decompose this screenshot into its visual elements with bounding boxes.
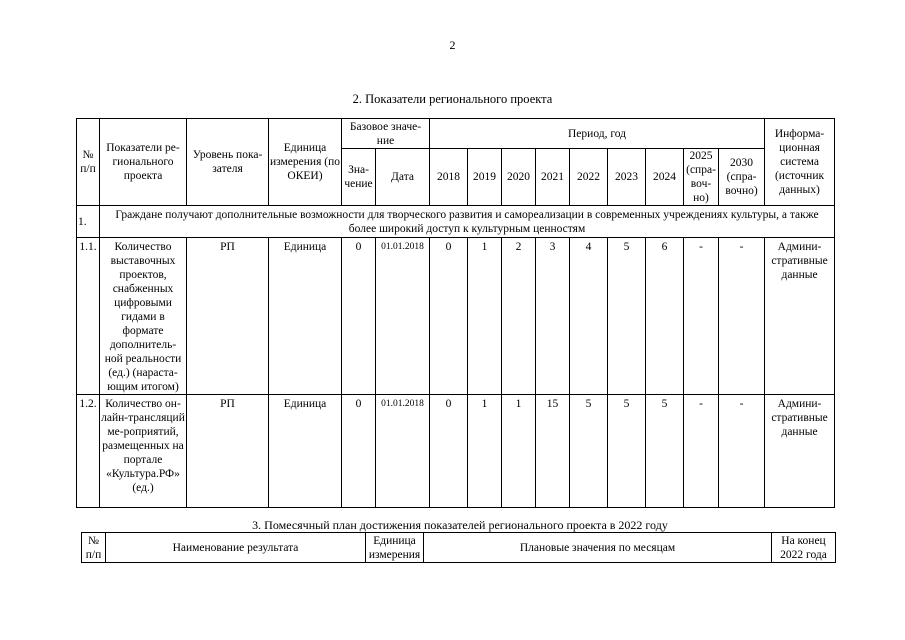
header-level: Уровень пока-зателя xyxy=(187,119,269,206)
row-year-value: - xyxy=(719,238,765,395)
t2-header-result-name: Наименование результата xyxy=(106,533,366,563)
row-year-value: 5 xyxy=(570,395,608,508)
row-year-value: 5 xyxy=(608,238,646,395)
row-year-value: 6 xyxy=(646,238,684,395)
row-info: Админи-стративные данные xyxy=(765,395,835,508)
row-year-value: 0 xyxy=(430,238,468,395)
section-2-title: 2. Показатели регионального проекта xyxy=(352,92,553,106)
row-unit: Единица xyxy=(269,238,342,395)
row-indicator: Количество он-лайн-трансляций ме-роприятий, размещенных на портале «Культура.РФ» (ед.) xyxy=(100,395,187,508)
t2-header-monthly: Плановые значения по месяцам xyxy=(424,533,772,563)
row-year-value: 2 xyxy=(502,238,536,395)
row-year-value: 4 xyxy=(570,238,608,395)
row-year-value: 1 xyxy=(468,238,502,395)
header-year: 2023 xyxy=(608,149,646,206)
group-text: Граждане получают дополнительные возможности для творческого развития и самореализации в современных учреждениях культуры, а также более широкий доступ к культурным ценностям xyxy=(100,206,835,238)
row-base-date: 01.01.2018 xyxy=(376,238,430,395)
header-year: 2019 xyxy=(468,149,502,206)
header-year: 2020 xyxy=(502,149,536,206)
header-year: 2021 xyxy=(536,149,570,206)
row-indicator: Количество выставочных проектов, снабженных цифровыми гидами в формате дополнитель-ной реальности (ед.) (нараста-ющим итогом) xyxy=(100,238,187,395)
header-year: 2022 xyxy=(570,149,608,206)
header-year: 2030 (спра-вочно) xyxy=(719,149,765,206)
header-unit: Единица измерения (по ОКЕИ) xyxy=(269,119,342,206)
header-info: Информа-ционная система (источник данных) xyxy=(765,119,835,206)
header-period: Период, год xyxy=(430,119,765,149)
row-num: 1.1. xyxy=(77,238,100,395)
t2-header-year-end: На конец 2022 года xyxy=(772,533,836,563)
row-level: РП xyxy=(187,395,269,508)
row-level: РП xyxy=(187,238,269,395)
row-base-date: 01.01.2018 xyxy=(376,395,430,508)
group-num: 1. xyxy=(77,206,100,238)
monthly-plan-table xyxy=(81,532,836,563)
header-year: 2024 xyxy=(646,149,684,206)
t2-header-unit: Единица измерения xyxy=(366,533,424,563)
row-year-value: 5 xyxy=(608,395,646,508)
header-year: 2018 xyxy=(430,149,468,206)
header-num: № п/п xyxy=(77,119,100,206)
row-base-value: 0 xyxy=(342,238,376,395)
header-base: Базовое значе-ние xyxy=(342,119,430,149)
row-year-value: 15 xyxy=(536,395,570,508)
row-unit: Единица xyxy=(269,395,342,508)
row-year-value: - xyxy=(684,238,719,395)
row-year-value: 1 xyxy=(468,395,502,508)
indicators-table xyxy=(76,118,835,508)
row-year-value: 5 xyxy=(646,395,684,508)
header-base-date: Дата xyxy=(376,149,430,206)
row-year-value: 1 xyxy=(502,395,536,508)
row-year-value: 3 xyxy=(536,238,570,395)
header-base-value: Зна-чение xyxy=(342,149,376,206)
row-year-value: - xyxy=(684,395,719,508)
header-indicator: Показатели ре-гионального проекта xyxy=(100,119,187,206)
section-3-title: 3. Помесячный план достижения показателей регионального проекта в 2022 году xyxy=(252,518,668,532)
row-base-value: 0 xyxy=(342,395,376,508)
t2-header-num: № п/п xyxy=(82,533,106,563)
row-year-value: 0 xyxy=(430,395,468,508)
header-year: 2025 (спра-воч-но) xyxy=(684,149,719,206)
row-num: 1.2. xyxy=(77,395,100,508)
row-year-value: - xyxy=(719,395,765,508)
row-info: Админи-стративные данные xyxy=(765,238,835,395)
page-number: 2 xyxy=(449,38,456,52)
